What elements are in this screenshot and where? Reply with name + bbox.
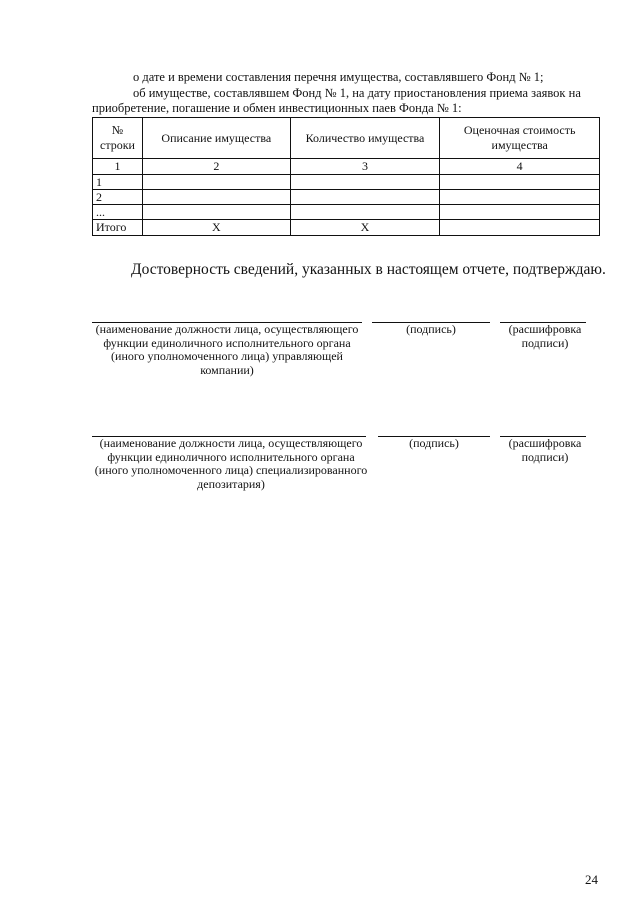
row-value (440, 175, 600, 190)
column-number: 1 (93, 159, 143, 175)
signature-label: (подпись) (409, 436, 459, 450)
column-number-row (93, 159, 600, 175)
column-number: 3 (290, 159, 440, 175)
row-value (440, 190, 600, 205)
row-description (142, 205, 290, 220)
row-quantity (290, 205, 440, 220)
column-number: 2 (142, 159, 290, 175)
position-label: (наименование должности лица, осуществляющего функции единоличного исполнительного органа (иного уполномоченного лица) специализированного депозитария) (94, 436, 368, 491)
decryption-label: (расшифровка подписи) (508, 322, 582, 350)
table-row (93, 175, 600, 190)
header-description: Описание имущества (142, 118, 290, 159)
decryption-label: (расшифровка подписи) (508, 436, 582, 464)
total-quantity: X (290, 220, 440, 236)
intro-line-3: приобретение, погашение и обмен инвестиционных паев Фонда № 1: (92, 101, 462, 115)
row-quantity (290, 175, 440, 190)
table-row (93, 190, 600, 205)
table-row (93, 205, 600, 220)
confirmation-text: Достоверность сведений, указанных в настоящем отчете, подтверждаю. (131, 261, 606, 278)
row-number: 2 (93, 190, 143, 205)
row-value (440, 205, 600, 220)
total-description: X (142, 220, 290, 236)
signature-label: (подпись) (406, 322, 456, 336)
row-number: 1 (93, 175, 143, 190)
total-label: Итого (93, 220, 143, 236)
header-row-number: № строки (93, 118, 143, 159)
table-header-row (93, 118, 600, 159)
header-value: Оценочная стоимость имущества (440, 118, 600, 159)
row-description (142, 175, 290, 190)
column-number: 4 (440, 159, 600, 175)
row-quantity (290, 190, 440, 205)
intro-line-1: о дате и времени составления перечня имущества, составлявшего Фонд № 1; (133, 70, 544, 84)
header-quantity: Количество имущества (290, 118, 440, 159)
row-description (142, 190, 290, 205)
page-number: 24 (585, 872, 598, 887)
row-number: ... (93, 205, 143, 220)
total-row (93, 220, 600, 236)
position-label: (наименование должности лица, осуществляющего функции единоличного исполнительного органа (иного уполномоченного лица) управляющей компании) (95, 322, 359, 377)
intro-line-2: об имуществе, составлявшем Фонд № 1, на дату приостановления приема заявок на (133, 86, 581, 100)
total-value (440, 220, 600, 236)
property-table (92, 117, 600, 236)
